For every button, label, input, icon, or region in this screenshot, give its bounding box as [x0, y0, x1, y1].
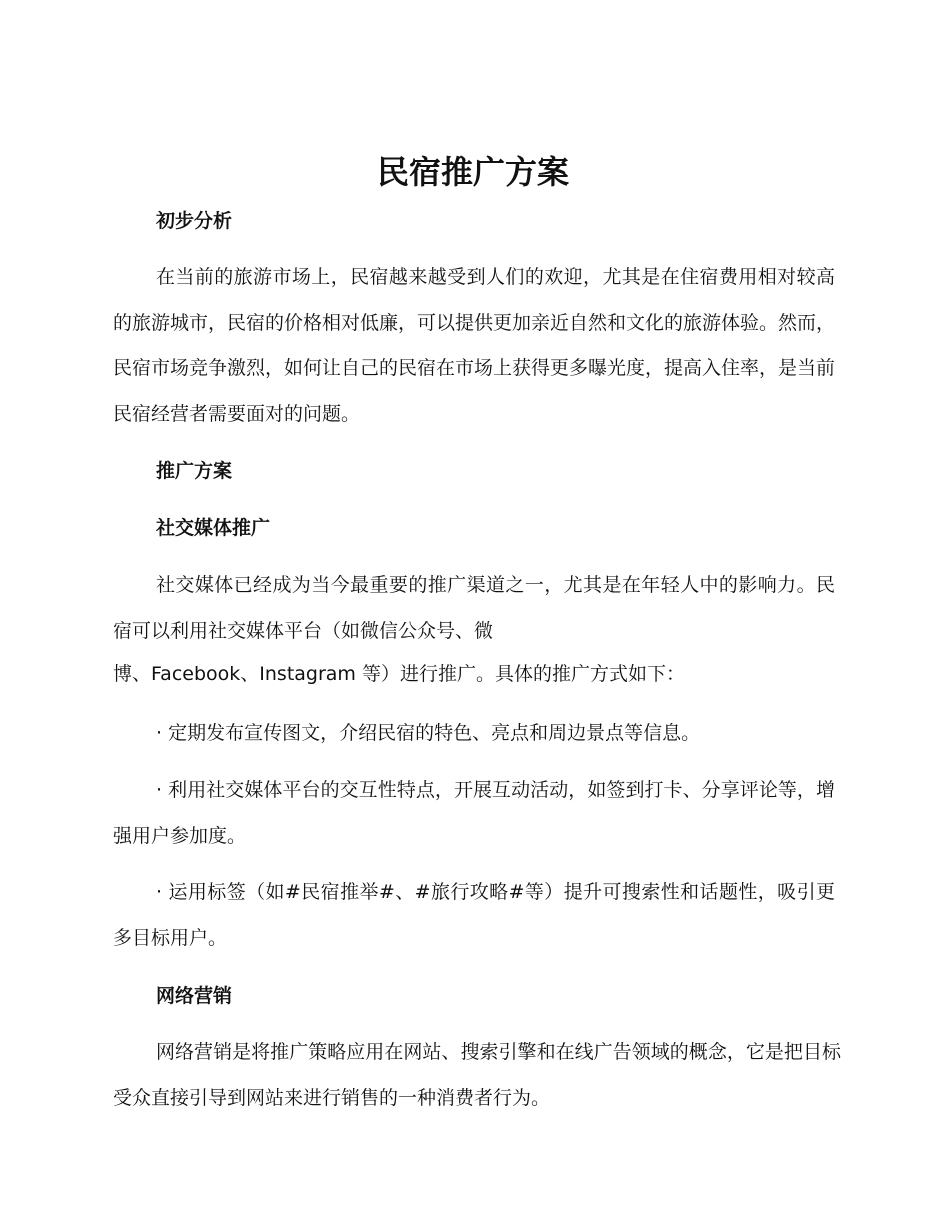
section-heading-social: 社交媒体推广 — [156, 517, 271, 539]
paragraph-social-intro: 社交媒体已经成为当今最重要的推广渠道之一，尤其是在年轻人中的影响力。民宿可以利用社交媒体平台（如微信公众号、微 — [113, 574, 835, 642]
paragraph-online: 网络营销是将推广策略应用在网站、搜索引擎和在线广告领域的概念，它是把目标受众直接引导到网站来进行销售的一种消费者行为。 — [113, 1041, 841, 1109]
document-title: 民宿推广方案 — [376, 153, 569, 191]
bullet-item: · 定期发布宣传图文，介绍民宿的特色、亮点和周边景点等信息。 — [156, 722, 701, 744]
paragraph-social-intro-continued: 博、Facebook、Instagram 等）进行推广。具体的推广方式如下： — [113, 663, 685, 685]
section-heading-plan: 推广方案 — [156, 460, 233, 482]
bullet-item: · 运用标签（如#民宿推举#、#旅行攻略#等）提升可搜索性和话题性，吸引更多目标用户。 — [113, 881, 835, 949]
bullet-item: · 利用社交媒体平台的交互性特点，开展互动活动，如签到打卡、分享评论等，增强用户参加度。 — [113, 779, 835, 847]
section-heading-analysis: 初步分析 — [156, 210, 233, 232]
document-page — [113, 0, 841, 1230]
section-heading-online: 网络营销 — [156, 985, 233, 1007]
paragraph-analysis: 在当前的旅游市场上，民宿越来越受到人们的欢迎，尤其是在住宿费用相对较高的旅游城市，民宿的价格相对低廉，可以提供更加亲近自然和文化的旅游体验。然而，民宿市场竞争激烈，如何让自己的民宿在市场上获得更多曝光度，提高入住率，是当前民宿经营者需要面对的问题。 — [113, 266, 836, 425]
